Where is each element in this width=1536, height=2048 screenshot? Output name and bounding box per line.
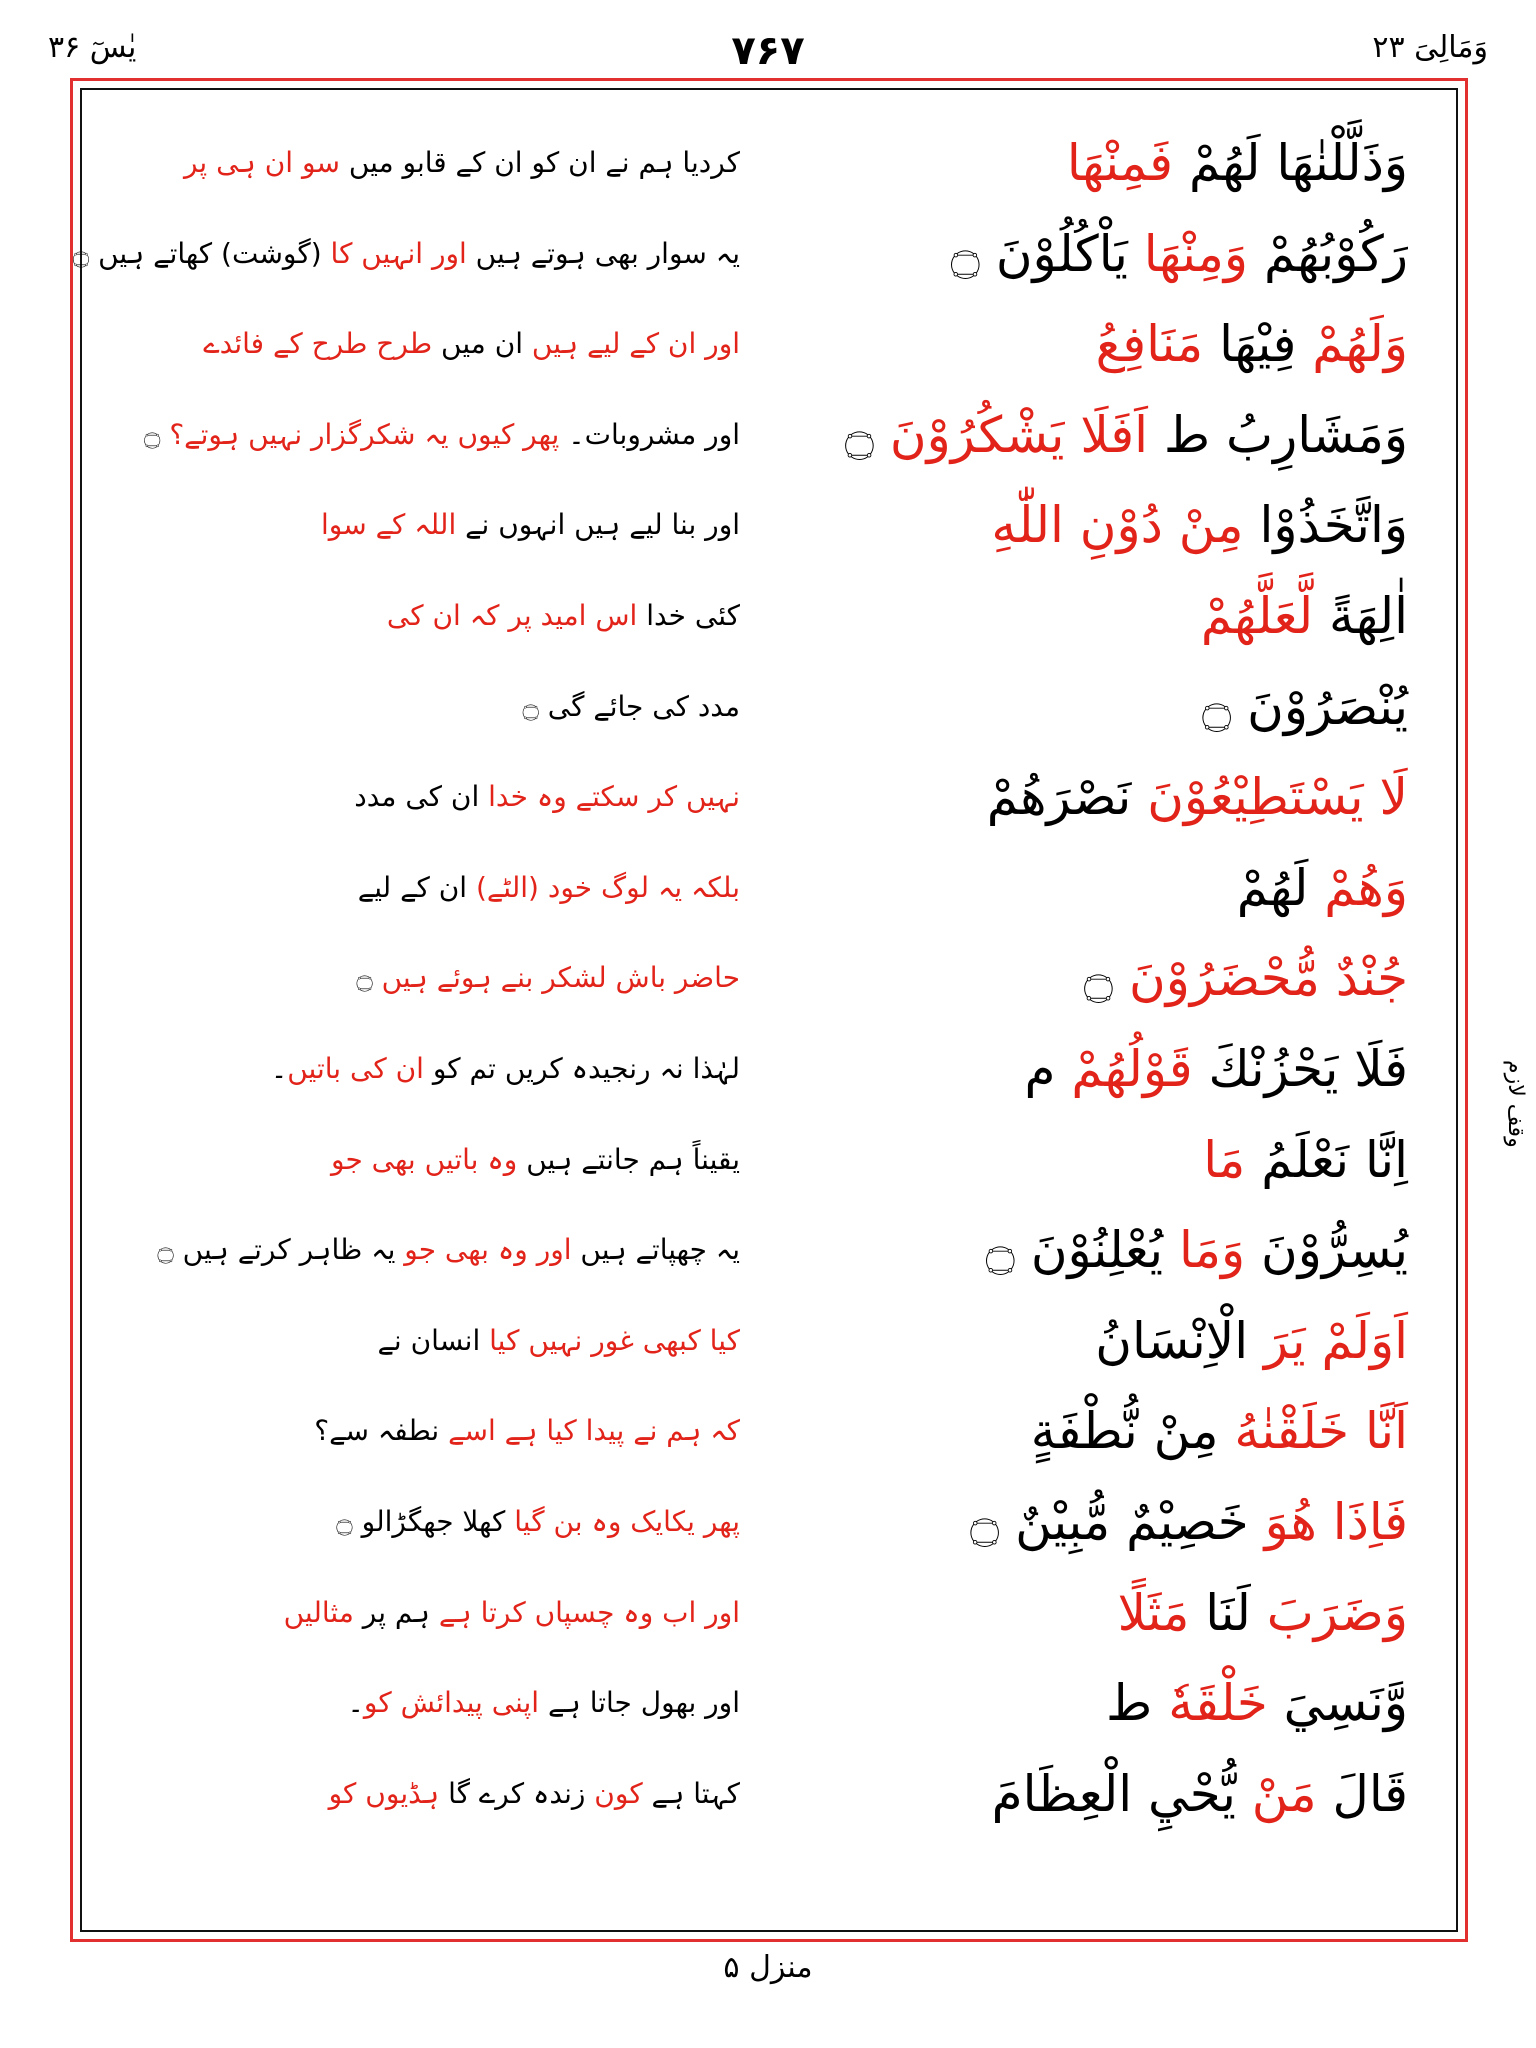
arabic-segment: مَنَافِعُ bbox=[1095, 315, 1204, 374]
verse-row bbox=[80, 299, 1458, 389]
urdu-segment: کئی خدا bbox=[637, 599, 740, 632]
urdu-segment: پھر یکایک وہ بن گیا bbox=[505, 1505, 740, 1538]
manzil-footer: منزل ۵ bbox=[723, 1950, 813, 1985]
arabic-segment: وَمَا bbox=[1163, 1221, 1246, 1280]
arabic-segment: رَكُوْبُهُمْ bbox=[1248, 224, 1408, 283]
arabic-segment: لَنَا bbox=[1189, 1583, 1251, 1642]
urdu-segment: کہتا ہے bbox=[642, 1776, 740, 1810]
urdu-segment: ان کی باتیں bbox=[287, 1052, 424, 1085]
arabic-segment: فَمِنْهَا bbox=[1066, 134, 1174, 192]
arabic-verse bbox=[768, 933, 1408, 1023]
arabic-verse bbox=[768, 1386, 1408, 1476]
arabic-segment: جُنْدٌ مُّحْضَرُوْنَ bbox=[1113, 949, 1408, 1008]
arabic-segment: وَّنَسِيَ bbox=[1267, 1674, 1408, 1733]
arabic-verse bbox=[768, 1205, 1408, 1295]
arabic-segment: م bbox=[1024, 1040, 1056, 1098]
urdu-translation bbox=[130, 752, 740, 842]
waqf-marker: وقف لازم bbox=[1503, 1060, 1528, 1148]
urdu-segment: سو ان ہی پر bbox=[183, 146, 340, 179]
arabic-verse bbox=[768, 390, 1408, 480]
arabic-segment: قَالَ bbox=[1316, 1764, 1408, 1823]
arabic-segment: اِنَّا نَعْلَمُ bbox=[1245, 1130, 1408, 1189]
arabic-segment: اَنَّا خَلَقْنٰهُ bbox=[1218, 1402, 1408, 1461]
arabic-verse bbox=[768, 662, 1408, 752]
verse-row bbox=[80, 1658, 1458, 1748]
urdu-segment: یہ چھپاتے ہیں bbox=[571, 1233, 740, 1267]
verse-row bbox=[80, 571, 1458, 661]
arabic-segment: مِنْ دُوْنِ اللّٰهِ bbox=[991, 496, 1244, 555]
arabic-verse bbox=[768, 1749, 1408, 1839]
verse-row bbox=[80, 1296, 1458, 1386]
verse-row bbox=[80, 1024, 1458, 1114]
arabic-segment: لَا يَسْتَطِيْعُوْنَ bbox=[1131, 768, 1408, 827]
urdu-segment: ۔ bbox=[270, 1052, 288, 1085]
arabic-verse bbox=[768, 480, 1408, 570]
arabic-verse bbox=[768, 118, 1408, 208]
arabic-segment: خَصِيْمٌ مُّبِيْنٌ ۝ bbox=[969, 1493, 1249, 1551]
urdu-segment: لہٰذا نہ رنجیدہ کریں تم کو bbox=[423, 1052, 740, 1085]
arabic-segment: فِيْهَا bbox=[1203, 315, 1297, 374]
urdu-translation bbox=[130, 299, 740, 389]
urdu-segment: نہیں کر سکتے وہ خدا bbox=[479, 780, 740, 814]
arabic-segment: اَوَلَمْ يَرَ bbox=[1248, 1311, 1408, 1370]
arabic-verse bbox=[768, 209, 1408, 299]
urdu-segment: (گوشت) کھاتے ہیں ۝ bbox=[72, 236, 322, 270]
urdu-segment: نطفہ سے؟ bbox=[314, 1414, 440, 1448]
arabic-segment: يُّحْيِ الْعِظَامَ bbox=[991, 1764, 1236, 1823]
urdu-translation bbox=[130, 1024, 740, 1114]
juz-name-header: وَمَالِیَ ۲۳ bbox=[1372, 30, 1488, 65]
arabic-segment: قَوْلُهُمْ bbox=[1055, 1040, 1193, 1098]
arabic-segment: وَاتَّخَذُوْا bbox=[1243, 496, 1408, 555]
verse-row bbox=[80, 118, 1458, 208]
urdu-translation bbox=[130, 390, 740, 480]
urdu-segment: انسان نے bbox=[377, 1323, 481, 1357]
arabic-segment: اَفَلَا يَشْكُرُوْنَ bbox=[873, 405, 1148, 464]
urdu-segment: حاضر باش لشکر بنے ہوئے ہیں bbox=[372, 961, 740, 995]
urdu-segment: ان میں bbox=[432, 327, 524, 361]
urdu-segment: اس امید پر کہ ان کی bbox=[386, 599, 638, 632]
verse-row bbox=[80, 1115, 1458, 1205]
verse-row bbox=[80, 1568, 1458, 1658]
verse-row bbox=[80, 843, 1458, 933]
urdu-translation bbox=[130, 662, 740, 752]
urdu-translation bbox=[130, 933, 740, 1023]
urdu-segment: اور ان کے لیے ہیں bbox=[523, 327, 740, 361]
verse-row bbox=[80, 933, 1458, 1023]
page-number: ۷۶۷ bbox=[731, 28, 805, 74]
arabic-verse bbox=[768, 571, 1408, 661]
arabic-verse bbox=[768, 1115, 1408, 1205]
arabic-verse bbox=[768, 752, 1408, 842]
urdu-translation bbox=[130, 480, 740, 570]
urdu-segment: مدد کی جائے گی ۝ bbox=[522, 689, 740, 723]
arabic-segment: يُنْصَرُوْنَ ۝ bbox=[1201, 677, 1408, 736]
urdu-translation bbox=[130, 118, 740, 208]
verse-row bbox=[80, 752, 1458, 842]
arabic-segment: يَاْكُلُوْنَ ۝ bbox=[950, 224, 1128, 283]
urdu-segment: ہم پر bbox=[353, 1595, 430, 1629]
urdu-segment: اور بنا لیے ہیں انہوں نے bbox=[456, 508, 740, 542]
verse-row bbox=[80, 480, 1458, 570]
arabic-segment: وَلَهُمْ bbox=[1296, 315, 1408, 374]
urdu-segment: کہ ہم نے پیدا کیا ہے اسے bbox=[439, 1414, 740, 1448]
verse-row bbox=[80, 1386, 1458, 1476]
urdu-segment: یہ ظاہر کرتے ہیں ۝ bbox=[157, 1233, 396, 1267]
urdu-segment: بلکہ یہ لوگ خود (الٹے) bbox=[467, 870, 740, 904]
arabic-segment: ۝ bbox=[1083, 949, 1114, 1008]
urdu-segment: یقیناً ہم جانتے ہیں bbox=[517, 1142, 740, 1176]
urdu-segment: یہ سوار بھی ہوتے ہیں bbox=[466, 236, 740, 270]
urdu-translation bbox=[130, 1477, 740, 1567]
urdu-segment: کردیا ہم نے ان کو ان کے قابو میں bbox=[339, 146, 740, 179]
urdu-translation bbox=[130, 1749, 740, 1839]
urdu-segment: اور بھول جاتا ہے bbox=[539, 1686, 740, 1720]
arabic-verse bbox=[768, 843, 1408, 933]
arabic-verse bbox=[768, 1658, 1408, 1748]
urdu-segment: کون bbox=[585, 1776, 643, 1810]
urdu-segment: پھر کیوں یہ شکرگزار نہیں ہوتے؟ bbox=[160, 417, 560, 451]
urdu-translation bbox=[130, 1386, 740, 1476]
urdu-segment: اور انہیں کا bbox=[321, 236, 467, 270]
urdu-segment: ۔ bbox=[347, 1686, 364, 1720]
arabic-segment: ۝ bbox=[844, 405, 874, 464]
verse-row bbox=[80, 662, 1458, 752]
urdu-segment: ہڈیوں کو bbox=[328, 1776, 440, 1810]
urdu-segment: اور مشروبات۔ bbox=[559, 417, 740, 451]
urdu-segment: ۝ bbox=[356, 961, 373, 995]
arabic-verse bbox=[768, 1296, 1408, 1386]
surah-name-header: یٰسٓ ۳۶ bbox=[48, 30, 137, 65]
arabic-segment: مَا bbox=[1203, 1130, 1246, 1189]
urdu-segment: طرح طرح کے فائدے bbox=[203, 327, 433, 361]
arabic-segment: وَمِنْهَا bbox=[1127, 224, 1249, 283]
arabic-segment: نَصْرَهُمْ bbox=[986, 768, 1132, 827]
arabic-segment: وَمَشَارِبُ ط bbox=[1147, 405, 1408, 464]
verse-row bbox=[80, 1749, 1458, 1839]
verse-row bbox=[72, 209, 1458, 299]
arabic-segment: ط bbox=[1106, 1674, 1153, 1733]
arabic-segment: لَهُمْ bbox=[1236, 858, 1309, 917]
urdu-segment: زندہ کرے گا bbox=[439, 1776, 586, 1810]
verse-row bbox=[80, 390, 1458, 480]
verse-row bbox=[80, 1477, 1458, 1567]
urdu-segment: ان کی مدد bbox=[354, 780, 480, 814]
arabic-segment: لَّعَلَّهُمْ bbox=[1200, 587, 1314, 645]
urdu-translation bbox=[130, 1296, 740, 1386]
urdu-segment: اپنی پیدائش کو bbox=[363, 1686, 540, 1720]
urdu-translation bbox=[130, 1658, 740, 1748]
arabic-segment: وَهُمْ bbox=[1308, 858, 1408, 917]
urdu-segment: کھلا جھگڑالو ۝ bbox=[336, 1505, 506, 1538]
arabic-verse bbox=[768, 1477, 1408, 1567]
urdu-segment: وہ باتیں بھی جو bbox=[330, 1142, 518, 1176]
urdu-translation bbox=[72, 209, 740, 299]
urdu-segment: اللہ کے سوا bbox=[321, 508, 457, 542]
arabic-verse bbox=[768, 299, 1408, 389]
urdu-translation bbox=[130, 571, 740, 661]
urdu-translation bbox=[130, 1205, 740, 1295]
arabic-segment: وَضَرَبَ bbox=[1250, 1583, 1408, 1642]
arabic-segment: مَنْ bbox=[1235, 1764, 1317, 1823]
urdu-translation bbox=[130, 1115, 740, 1205]
urdu-segment: اور وہ بھی جو bbox=[395, 1233, 572, 1267]
arabic-segment: مَثَلًا bbox=[1117, 1583, 1190, 1642]
verse-row bbox=[80, 1205, 1458, 1295]
arabic-segment: مِنْ نُّطْفَةٍ bbox=[1030, 1402, 1219, 1461]
arabic-segment: يُعْلِنُوْنَ ۝ bbox=[985, 1221, 1164, 1280]
arabic-verse bbox=[768, 1024, 1408, 1114]
arabic-segment: وَذَلَّلْنٰهَا لَهُمْ bbox=[1173, 134, 1408, 192]
urdu-segment: اور اب وہ چسپاں کرتا ہے bbox=[429, 1595, 740, 1629]
arabic-segment: فَاِذَا هُوَ bbox=[1248, 1493, 1408, 1551]
urdu-translation bbox=[130, 1568, 740, 1658]
arabic-verse bbox=[768, 1568, 1408, 1658]
arabic-segment: خَلْقَهٗ bbox=[1152, 1674, 1268, 1733]
urdu-translation bbox=[130, 843, 740, 933]
arabic-segment: الْاِنْسَانُ bbox=[1095, 1311, 1249, 1370]
arabic-segment: اٰلِهَةً bbox=[1313, 587, 1408, 645]
urdu-segment: ان کے لیے bbox=[357, 870, 468, 904]
arabic-segment: فَلَا يَحْزُنْكَ bbox=[1192, 1040, 1408, 1098]
urdu-segment: مثالیں bbox=[283, 1595, 354, 1629]
arabic-segment: يُسِرُّوْنَ bbox=[1245, 1221, 1408, 1280]
urdu-segment: کیا کبھی غور نہیں کیا bbox=[480, 1323, 740, 1357]
urdu-segment: ۝ bbox=[144, 417, 161, 451]
